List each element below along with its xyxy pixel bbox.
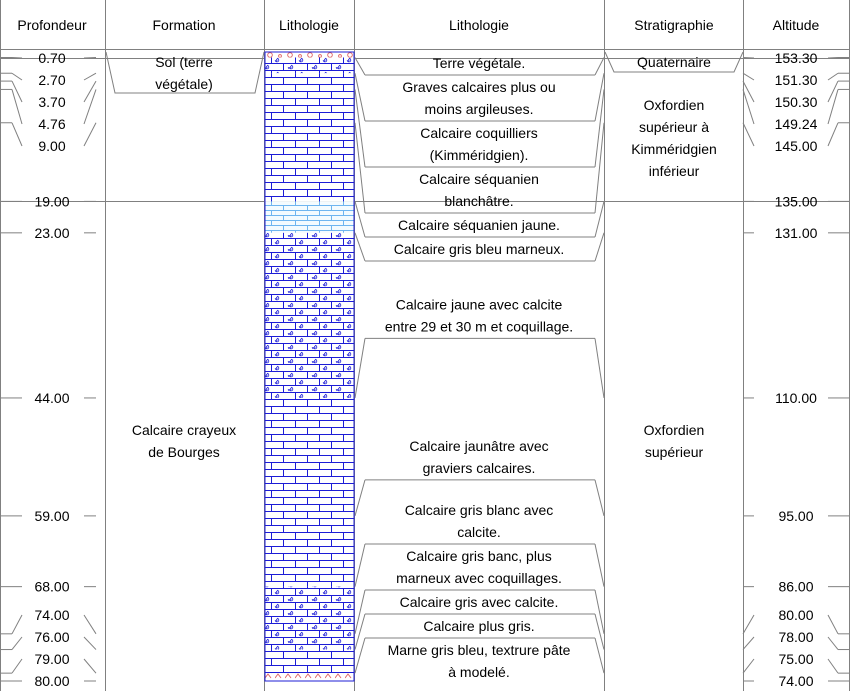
depth-leader-2 — [12, 73, 22, 80]
formation-2-line-1: Calcaire crayeux — [131, 422, 237, 438]
depth-leader-5 — [12, 123, 22, 146]
lithology-column — [265, 52, 354, 681]
depth-leader-right-5 — [84, 123, 96, 146]
depth-label-1: 0.70 — [38, 50, 66, 66]
altitude-leader-13 — [828, 659, 838, 673]
depth-label-13: 79.00 — [34, 651, 70, 667]
lithology-description-9-line-2: calcite. — [457, 524, 501, 540]
header-formation: Formation — [152, 17, 216, 33]
altitude-leader-2 — [828, 73, 838, 80]
depth-scale — [0, 50, 96, 689]
lithology-description-4-line-2: blanchâtre. — [444, 193, 514, 209]
lithology-layer-8 — [265, 650, 354, 674]
header-stratigraphy: Stratigraphie — [634, 17, 714, 33]
altitude-leader-11 — [828, 615, 838, 634]
stratigraphy-2-line-4: inférieur — [648, 163, 700, 179]
formation-2-line-2: de Bourges — [148, 444, 220, 460]
depth-leader-3 — [12, 81, 22, 102]
altitude-leader-left-11 — [743, 615, 754, 634]
lithology-description-6-line-1: Calcaire gris bleu marneux. — [393, 241, 565, 257]
depth-leader-11 — [12, 615, 22, 634]
depth-label-10: 68.00 — [34, 578, 70, 595]
altitude-leader-3 — [828, 81, 838, 102]
depth-label-6: 19.00 — [34, 193, 70, 210]
altitude-label-4: 149.24 — [774, 116, 818, 132]
lithology-description-10-leader-left — [355, 590, 365, 634]
lithology-layer-6 — [265, 398, 354, 587]
lithology-layer-7 — [265, 587, 354, 650]
lithology-description-9-leader-right — [595, 544, 604, 587]
depth-label-7: 23.00 — [34, 224, 70, 241]
depth-label-8: 44.00 — [34, 389, 70, 406]
formation-column — [106, 52, 264, 460]
lithology-description-8-line-2: graviers calcaires. — [422, 459, 536, 476]
lithology-description-9-leader-left — [355, 544, 365, 587]
lithology-description-4-leader-right — [595, 123, 604, 213]
altitude-label-9: 95.00 — [778, 507, 814, 524]
header-depth: Profondeur — [17, 17, 87, 33]
depth-label-5: 9.00 — [38, 138, 66, 154]
altitude-leader-left-4 — [743, 89, 754, 124]
depth-leader-4 — [12, 89, 22, 124]
lithology-layer-9 — [265, 673, 354, 681]
altitude-label-6: 135.00 — [774, 193, 818, 210]
formation-1-line-2: végétale) — [155, 76, 213, 92]
lithology-description-3-leader-right — [595, 89, 604, 167]
lithology-description-3-line-1: Calcaire coquilliers — [420, 125, 538, 141]
lithology-description-10-line-2: marneux avec coquillages. — [396, 570, 562, 586]
stratigraphy-column — [605, 52, 743, 460]
depth-label-14: 80.00 — [34, 673, 70, 689]
column-headers — [17, 17, 819, 33]
depth-label-11: 74.00 — [34, 607, 70, 623]
lithology-description-5-leader-right — [595, 201, 604, 237]
lithology-descriptions — [355, 55, 604, 680]
stratigraphy-2-line-2: supérieur à — [638, 119, 710, 135]
formation-1-line-1: Sol (terre — [155, 54, 213, 70]
lithology-description-1-leader-left — [355, 58, 365, 75]
altitude-label-10: 86.00 — [778, 578, 814, 595]
altitude-leader-left-3 — [743, 81, 754, 102]
stratigraphy-2-line-1: Oxfordien — [643, 97, 705, 113]
depth-leader-12 — [12, 637, 22, 650]
lithology-description-13-line-2: à modelé. — [448, 664, 510, 680]
altitude-label-1: 153.30 — [774, 50, 818, 66]
lithology-description-5-leader-left — [355, 201, 365, 237]
lithology-description-8-leader-left — [355, 480, 365, 516]
lithology-layer-4 — [265, 201, 354, 232]
altitude-label-3: 150.30 — [774, 94, 818, 110]
lithology-description-8-line-1: Calcaire jaunâtre avec — [409, 437, 549, 454]
altitude-label-2: 151.30 — [774, 72, 818, 88]
stratigraphy-3-line-2: supérieur — [644, 444, 704, 460]
stratigraphy-2-line-3: Kimméridgien — [631, 141, 717, 157]
depth-leader-right-4 — [84, 89, 96, 124]
lithology-description-2-leader-left — [355, 73, 365, 121]
lithology-description-2-line-1: Graves calcaires plus ou — [402, 79, 556, 95]
altitude-leader-12 — [828, 637, 838, 650]
altitude-label-7: 131.00 — [774, 224, 818, 241]
lithology-description-11-line-1: Calcaire gris avec calcite. — [399, 594, 559, 610]
lithology-description-1-line-1: Terre végétale. — [432, 55, 526, 71]
altitude-leader-4 — [828, 89, 838, 124]
altitude-leader-left-2 — [743, 73, 754, 80]
altitude-scale — [743, 50, 849, 689]
depth-leader-right-2 — [84, 73, 96, 80]
lithology-description-2-line-2: moins argileuses. — [424, 101, 534, 117]
depth-leader-right-13 — [84, 659, 96, 673]
lithology-layer-1 — [265, 52, 354, 58]
altitude-label-12: 78.00 — [778, 629, 814, 645]
depth-label-12: 76.00 — [34, 629, 70, 645]
lithology-description-12-line-1: Calcaire plus gris. — [423, 618, 535, 634]
depth-label-9: 59.00 — [34, 507, 70, 524]
lithology-description-5-line-1: Calcaire séquanien jaune. — [398, 217, 560, 233]
depth-leader-right-11 — [84, 615, 96, 634]
altitude-label-8: 110.00 — [775, 389, 817, 406]
depth-label-2: 2.70 — [38, 72, 66, 88]
lithology-description-7-leader-right — [595, 338, 604, 398]
lithology-description-3-line-2: (Kimméridgien). — [429, 147, 529, 163]
lithology-description-7-line-1: Calcaire jaune avec calcite — [395, 296, 563, 313]
depth-label-4: 4.76 — [38, 116, 66, 132]
lithology-description-6-leader-left — [355, 233, 365, 261]
depth-leader-right-12 — [84, 637, 96, 650]
stratigraphy-1-line-1: Quaternaire — [637, 54, 711, 70]
lithology-description-9-line-1: Calcaire gris blanc avec — [404, 502, 554, 518]
altitude-leader-left-13 — [743, 659, 754, 673]
depth-label-3: 3.70 — [38, 94, 66, 110]
altitude-label-11: 80.00 — [778, 607, 814, 623]
stratigraphy-3-line-1: Oxfordien — [643, 422, 705, 438]
lithology-description-6-leader-right — [595, 233, 604, 261]
lithology-description-7-line-2: entre 29 et 30 m et coquillage. — [384, 318, 574, 335]
altitude-label-13: 75.00 — [778, 651, 814, 667]
lithology-description-13-line-1: Marne gris bleu, textrure pâte — [387, 642, 571, 658]
lithology-description-10-leader-right — [595, 590, 604, 634]
lithology-description-4-line-1: Calcaire séquanien — [419, 171, 539, 187]
header-lithology-pattern: Lithologie — [279, 17, 339, 33]
altitude-leader-left-12 — [743, 637, 754, 650]
altitude-label-5: 145.00 — [774, 138, 818, 154]
depth-leader-right-3 — [84, 81, 96, 102]
header-altitude: Altitude — [772, 17, 820, 33]
altitude-leader-left-5 — [743, 123, 754, 146]
altitude-label-14: 74.00 — [778, 673, 814, 689]
header-lithology-description: Lithologie — [449, 17, 509, 33]
lithology-layer-2 — [265, 58, 354, 74]
altitude-leader-5 — [828, 123, 838, 146]
lithology-description-10-line-1: Calcaire gris banc, plus — [406, 548, 552, 564]
lithology-description-1-leader-right — [595, 58, 604, 75]
lithology-description-7-leader-left — [355, 338, 365, 398]
lithology-description-4-leader-left — [355, 123, 365, 213]
lithology-description-3-leader-left — [355, 89, 365, 167]
depth-leader-13 — [12, 659, 22, 673]
lithology-layer-5 — [265, 233, 354, 398]
lithology-layer-3 — [265, 73, 354, 201]
lithology-description-8-leader-right — [595, 480, 604, 516]
